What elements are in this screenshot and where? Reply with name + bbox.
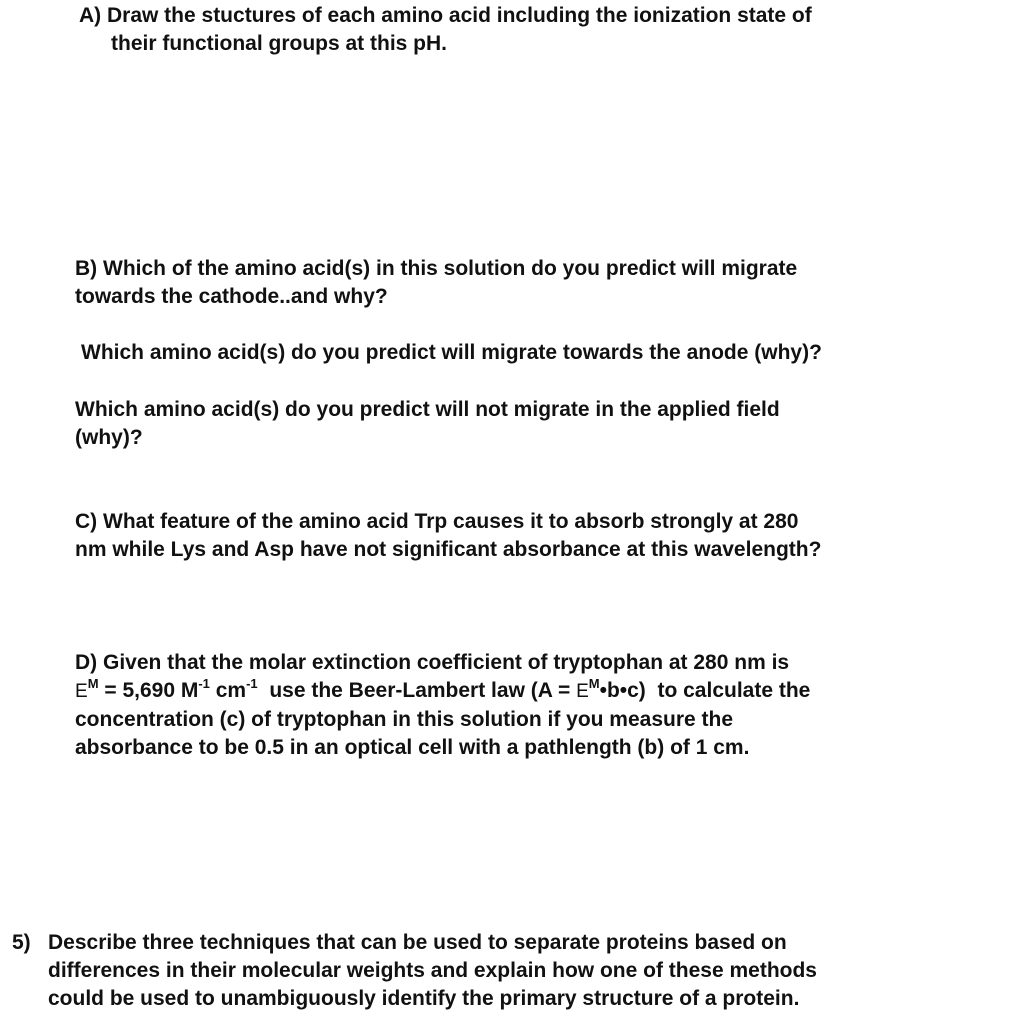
part-c-line-2: nm while Lys and Asp have not significant absorbance at this wavelength? (75, 538, 822, 561)
superscript-m-formula: M (588, 676, 600, 691)
part-c-question (75, 508, 821, 564)
question-5-number: 5) (12, 931, 31, 954)
part-d-line-4: absorbance to be 0.5 in an optical cell with a pathlength (b) of 1 cm. (75, 736, 750, 759)
part-a-line-1: A) Draw the stuctures of each amino acid including the ionization state of (79, 4, 812, 27)
part-d-line-2 (75, 677, 810, 706)
part-d-line-3: concentration (c) of tryptophan in this solution if you measure the (75, 708, 734, 731)
part-c-line-1: C) What feature of the amino acid Trp causes it to absorb strongly at 280 (75, 510, 799, 533)
part-b-q3-line-2: (why)? (75, 426, 143, 449)
epsilon-symbol-formula: E (576, 681, 589, 702)
question-5-line-3: could be used to unambiguously identify the primary structure of a protein. (48, 987, 800, 1010)
part-a-question (79, 2, 812, 58)
part-b-question-cathode (75, 255, 797, 311)
part-b-line-1: B) Which of the amino acid(s) in this solution do you predict will migrate (75, 257, 798, 280)
part-a-line-2: their functional groups at this pH. (111, 32, 447, 55)
superscript-neg1-cm: -1 (246, 676, 258, 691)
coefficient-value: = 5,690 M (98, 679, 199, 702)
superscript-m: M (87, 676, 99, 691)
beer-lambert-text: use the Beer-Lambert law (A = (257, 679, 577, 702)
formula-tail: •b•c) to calculate the (599, 679, 811, 702)
part-b-line-2: towards the cathode..and why? (75, 285, 388, 308)
part-d-question (75, 649, 810, 762)
superscript-neg1-m: -1 (198, 676, 210, 691)
question-5-line-2: differences in their molecular weights and explain how one of these methods (48, 959, 817, 982)
part-b-q3-line-1: Which amino acid(s) do you predict will not migrate in the applied field (75, 398, 780, 421)
question-5-line-1: Describe three techniques that can be used to separate proteins based on (48, 931, 787, 954)
epsilon-symbol: E (75, 681, 88, 702)
part-b-question-anode: Which amino acid(s) do you predict will migrate towards the anode (why)? (81, 341, 822, 364)
part-b-question-no-migration (75, 396, 780, 452)
question-5 (12, 929, 817, 1013)
unit-cm: cm (209, 679, 247, 702)
part-d-line-1: D) Given that the molar extinction coefficient of tryptophan at 280 nm is (75, 651, 790, 674)
